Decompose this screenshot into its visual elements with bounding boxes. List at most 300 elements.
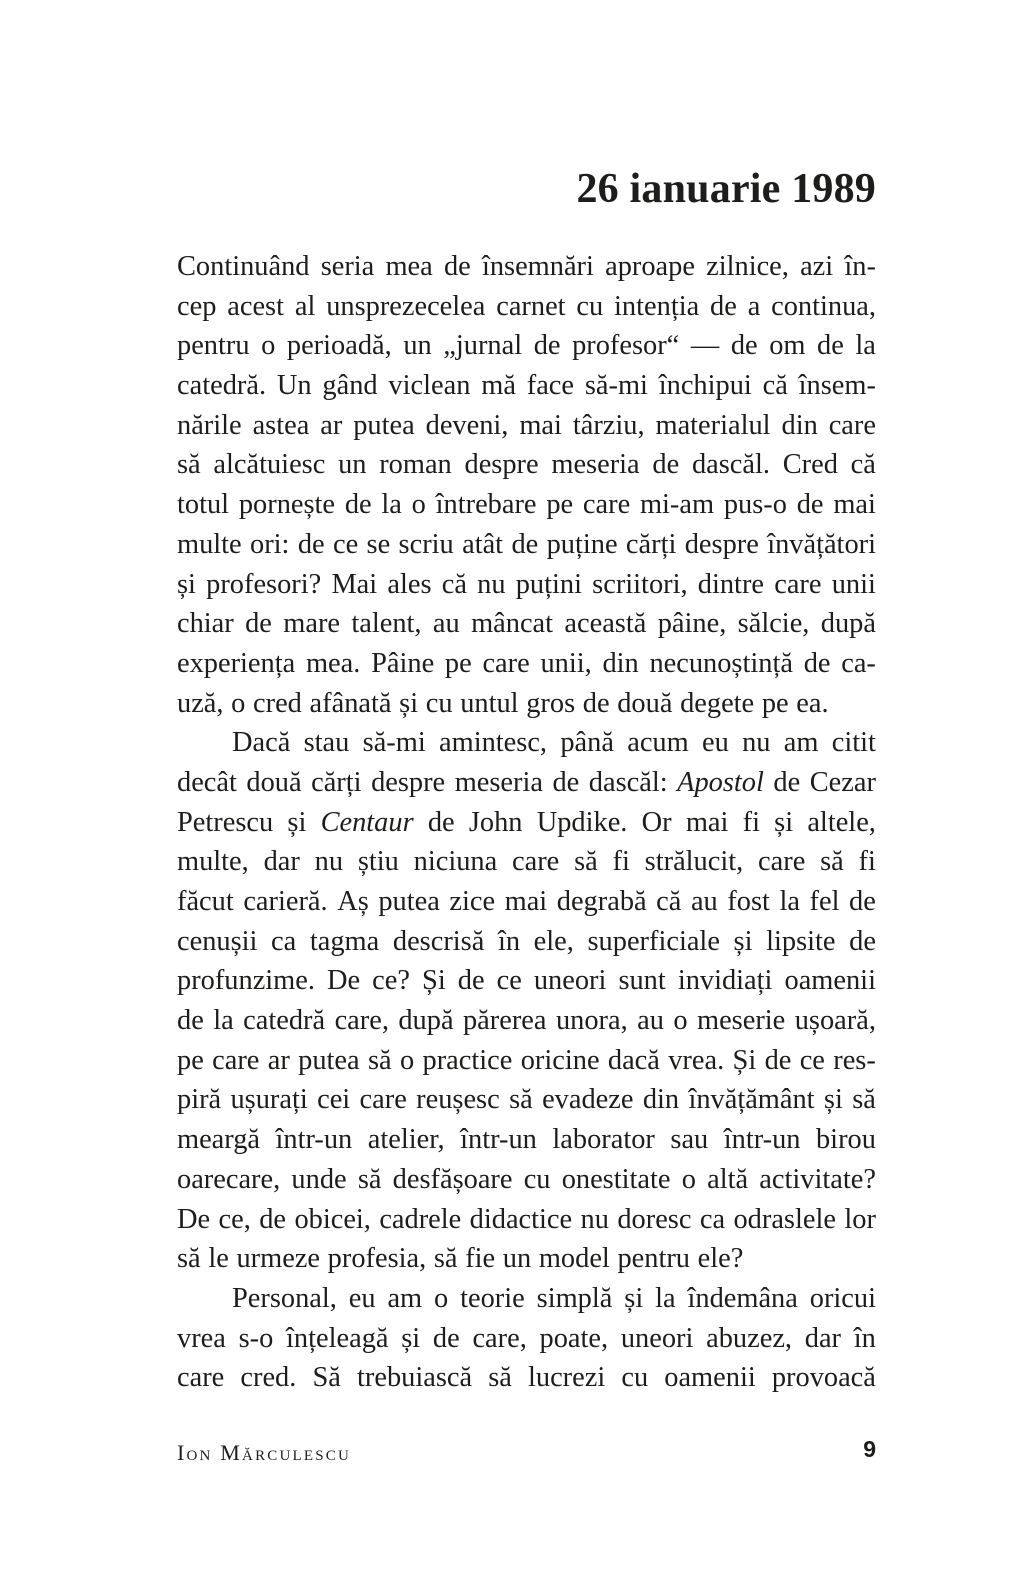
word: de — [259, 1203, 287, 1235]
word: să — [433, 1243, 458, 1275]
word: ce, — [218, 1203, 251, 1235]
word: sau — [670, 1124, 709, 1156]
word: Dacă — [232, 727, 291, 759]
word: Cred — [782, 449, 838, 481]
word: altele, — [807, 806, 876, 838]
word: strălucit, — [644, 846, 744, 878]
word: Or — [641, 806, 672, 838]
word: ar — [320, 409, 343, 441]
word: dascăl: — [588, 766, 668, 798]
word: face — [526, 370, 575, 402]
word: talent, — [351, 608, 422, 640]
word: sălcie, — [737, 608, 810, 640]
word: au — [432, 608, 460, 640]
paragraph — [177, 247, 876, 723]
word: puțini — [515, 568, 582, 600]
word: amintesc, — [439, 727, 548, 759]
word: să — [488, 1362, 512, 1394]
word: de — [652, 449, 680, 481]
text-line — [177, 684, 876, 724]
word: nările — [177, 409, 242, 441]
word: birou — [815, 1124, 876, 1156]
word: pentru — [617, 1243, 690, 1275]
word: și — [823, 1084, 843, 1116]
word: de — [849, 886, 876, 917]
text-line — [177, 565, 876, 605]
word: că — [762, 370, 788, 402]
word: fi — [742, 806, 760, 838]
text-line — [177, 366, 876, 406]
word: scriu — [398, 528, 454, 560]
text-line — [177, 247, 876, 287]
body-text — [177, 247, 876, 1398]
text-line — [177, 922, 876, 962]
word: însemnări — [481, 251, 594, 282]
word: ca — [271, 925, 297, 957]
word: superficiale — [587, 925, 720, 957]
word: de — [344, 489, 372, 521]
word: oarecare, — [177, 1163, 281, 1195]
word: că — [850, 449, 876, 481]
text-line — [177, 1239, 876, 1279]
word: cep — [177, 290, 217, 322]
word: ele? — [697, 1243, 744, 1275]
word: să — [509, 1084, 533, 1116]
word: meseria — [551, 449, 640, 481]
word: necunoștință — [649, 647, 793, 679]
text-line — [177, 1160, 876, 1200]
word: știu — [357, 846, 399, 878]
word: catedră — [243, 1005, 326, 1037]
word: la — [213, 1005, 234, 1037]
word: unii, — [540, 647, 592, 679]
word: cu — [621, 1362, 649, 1394]
word: se — [366, 528, 391, 560]
word: stau — [303, 727, 350, 759]
word: o — [261, 330, 276, 362]
word: acest — [227, 290, 284, 322]
word: fi — [612, 846, 630, 878]
word: două — [617, 687, 673, 719]
word: să — [177, 449, 201, 481]
word: închipui — [658, 370, 752, 402]
word: astea — [252, 409, 310, 441]
word: putea — [298, 1044, 360, 1076]
word: desfășoare — [392, 1163, 513, 1195]
paragraph — [177, 723, 876, 1279]
word: despre — [464, 449, 539, 481]
word: practice — [422, 1044, 513, 1076]
word: meserie — [697, 1005, 786, 1037]
word: seria — [320, 251, 375, 282]
word: pe — [761, 687, 789, 719]
word: model — [538, 1243, 610, 1275]
italic-word: Centaur — [320, 806, 414, 838]
word: scriitori, — [592, 568, 688, 600]
word: o — [399, 1044, 415, 1076]
word: într-un — [275, 1124, 353, 1156]
word: unde — [291, 1163, 347, 1195]
text-line — [177, 1319, 876, 1359]
text-line — [177, 1279, 876, 1319]
word: altă — [707, 1163, 749, 1195]
word: fel — [809, 886, 840, 917]
word: dar — [263, 846, 300, 878]
word: îndemâna — [687, 1282, 798, 1314]
word: pe — [546, 489, 574, 521]
word: să — [574, 846, 598, 878]
word: gros — [526, 687, 576, 719]
word: mai — [504, 886, 548, 917]
word: ca — [699, 1203, 726, 1235]
word: ca- — [841, 647, 876, 679]
word: evadeze — [542, 1084, 634, 1116]
word: am — [387, 1282, 423, 1314]
word: după — [398, 1005, 454, 1037]
word: urmeze — [236, 1243, 321, 1275]
word: care — [212, 1044, 260, 1076]
word: care — [177, 1362, 225, 1394]
word: cenușii — [177, 925, 258, 957]
paragraph — [177, 1279, 876, 1398]
word: de — [730, 330, 758, 362]
word: zice — [449, 886, 496, 917]
word: de — [796, 489, 824, 521]
word: eu — [348, 1282, 376, 1314]
word: Updike. — [536, 806, 628, 838]
word: reușesc — [416, 1084, 500, 1116]
word: catedră. — [177, 370, 267, 402]
word: deveni, — [425, 409, 509, 441]
word: de — [582, 687, 610, 719]
word: uneori — [620, 1322, 694, 1354]
word: perioadă, — [286, 330, 392, 362]
word: despre — [371, 766, 446, 798]
word: Cezar — [809, 766, 876, 798]
word: să — [177, 1243, 201, 1275]
word: în- — [844, 251, 876, 282]
word: oamenii — [664, 1362, 756, 1394]
word: teorie — [460, 1282, 525, 1314]
word: de — [427, 806, 455, 838]
word: să — [852, 1084, 876, 1116]
word: ușoară, — [794, 1005, 876, 1037]
word: abuzez, — [706, 1322, 793, 1354]
word: multe, — [177, 846, 249, 878]
word: care — [359, 1084, 407, 1116]
word: într-un — [460, 1124, 537, 1156]
word: obicei, — [294, 1203, 371, 1235]
word: mea — [385, 251, 433, 282]
word: înțeleagă — [286, 1322, 389, 1354]
word: să-mi — [362, 727, 426, 759]
word: Și — [422, 965, 446, 997]
word: un — [502, 1243, 532, 1275]
word: până — [560, 727, 614, 759]
word: de — [849, 925, 876, 957]
word: cred — [253, 687, 302, 719]
word: puține — [546, 528, 618, 560]
text-line — [177, 287, 876, 327]
word: mi-am — [639, 489, 715, 521]
word: fie — [465, 1243, 496, 1275]
word: atelier, — [367, 1124, 445, 1156]
word: fost — [727, 886, 770, 917]
word: eu — [702, 727, 729, 759]
word: și — [399, 687, 419, 719]
word: din — [781, 409, 818, 441]
word: trebuiască — [357, 1362, 473, 1394]
word: care — [758, 846, 806, 878]
word: de — [443, 251, 471, 282]
word: profesor“ — [572, 330, 680, 362]
word: unii — [831, 568, 876, 600]
word: o — [681, 1163, 696, 1195]
word: degrabă — [556, 886, 647, 917]
word: făcut — [177, 886, 234, 917]
word: Mai — [331, 568, 378, 600]
word: la — [381, 489, 402, 521]
word: de — [817, 330, 844, 362]
text-line — [177, 803, 876, 843]
word: aproape — [605, 251, 695, 282]
text-line — [177, 326, 876, 366]
word: — — [690, 330, 720, 362]
word: Pâine — [371, 647, 435, 679]
text-line — [177, 1001, 876, 1041]
word: citit — [831, 727, 876, 759]
word: o — [411, 489, 426, 521]
text-line — [177, 1200, 876, 1240]
italic-word: Apostol — [677, 766, 764, 798]
word: fi — [858, 846, 876, 878]
word: decât — [177, 766, 237, 798]
word: zilnice, — [706, 251, 789, 282]
word: o — [673, 1005, 688, 1037]
word: unora, — [555, 1005, 628, 1037]
word: putea — [353, 409, 415, 441]
word: al — [294, 290, 316, 322]
word: mai — [833, 489, 876, 521]
word: de — [803, 647, 831, 679]
word: alcătuiesc — [213, 449, 326, 481]
word: un — [338, 449, 367, 481]
word: tagma — [309, 925, 380, 957]
word: multe — [177, 528, 242, 560]
word: Și — [732, 1044, 757, 1076]
word: de — [245, 608, 272, 640]
word: afânată — [309, 687, 392, 719]
word: laborator — [552, 1124, 655, 1156]
word: nu — [742, 727, 771, 759]
word: de — [511, 528, 539, 560]
word: ce — [799, 1044, 825, 1076]
word: oamenii — [784, 965, 876, 997]
word: continua, — [771, 290, 876, 322]
word: nu — [477, 568, 506, 600]
word: provoacă — [771, 1362, 876, 1394]
word: Să — [312, 1362, 341, 1394]
word: De — [177, 1203, 211, 1235]
word: niciuna — [413, 846, 498, 878]
word: totul — [177, 489, 230, 521]
text-line — [177, 723, 876, 763]
word: mare — [283, 608, 341, 640]
word: să-mi — [584, 370, 648, 402]
word: meseria — [454, 766, 543, 798]
word: s-o — [238, 1322, 274, 1354]
word: au — [690, 886, 718, 917]
word: care — [482, 647, 530, 679]
word: ele, — [533, 925, 574, 957]
word: cărți — [625, 528, 677, 560]
word: au — [637, 1005, 664, 1037]
text-line — [177, 644, 876, 684]
word: de — [297, 528, 325, 560]
word: să — [820, 846, 844, 878]
word: uneori — [533, 965, 607, 997]
word: Un — [276, 370, 312, 402]
word: pentru — [177, 330, 250, 362]
word: John — [468, 806, 523, 838]
word: după — [820, 608, 876, 640]
word: care, — [472, 1322, 527, 1354]
text-line — [177, 961, 876, 1001]
word: mă — [481, 370, 516, 402]
word: această — [564, 608, 647, 640]
word: viclean — [388, 370, 471, 402]
word: un — [403, 330, 432, 362]
word: lor — [844, 1203, 876, 1235]
word: vrea — [177, 1322, 226, 1354]
word: om — [769, 330, 806, 362]
word: sunt — [618, 965, 666, 997]
word: materialul — [655, 409, 771, 441]
text-line — [177, 1080, 876, 1120]
word: învățători — [767, 528, 876, 560]
word: de — [457, 965, 485, 997]
word: pâine, — [657, 608, 727, 640]
word: azi — [800, 251, 834, 282]
word: și — [401, 1322, 421, 1354]
text-line — [177, 525, 876, 565]
word: De — [327, 965, 361, 997]
word: în — [497, 925, 521, 957]
word: experiența — [177, 647, 296, 679]
word: res- — [833, 1044, 876, 1076]
word: vrea. — [668, 1044, 725, 1076]
word: ce — [332, 528, 359, 560]
word: dacă — [607, 1044, 660, 1076]
word: uză, — [177, 687, 224, 719]
word: profunzime. — [177, 965, 315, 997]
word: intenția — [614, 290, 700, 322]
word: dascăl. — [691, 449, 770, 481]
word: pe — [444, 647, 472, 679]
word: ales — [387, 568, 432, 600]
word: că — [656, 886, 682, 917]
word: Petrescu — [177, 806, 274, 838]
word: o — [434, 1282, 449, 1314]
word: Continuând — [177, 251, 310, 282]
word: mea. — [305, 647, 361, 679]
word: oricine — [520, 1044, 600, 1076]
word: de — [710, 290, 737, 322]
word: și — [624, 1282, 644, 1314]
word: poate, — [539, 1322, 609, 1354]
word: profesia, — [327, 1243, 427, 1275]
word: a — [747, 290, 761, 322]
word: mâncat — [471, 608, 554, 640]
word: că — [441, 568, 467, 600]
text-line — [177, 1358, 876, 1398]
word: putea — [378, 886, 440, 917]
word: să — [357, 1163, 382, 1195]
text-line — [177, 445, 876, 485]
word: pus-o — [723, 489, 787, 521]
word: Personal, — [232, 1282, 337, 1314]
word: de — [764, 1044, 792, 1076]
word: doresc — [617, 1203, 692, 1235]
word: târziu, — [572, 409, 645, 441]
word: părerea — [462, 1005, 547, 1037]
page-number: 9 — [863, 1436, 876, 1462]
text-line — [177, 763, 876, 803]
word: mai — [685, 806, 729, 838]
word: roman — [379, 449, 452, 481]
word: care, — [334, 1005, 389, 1037]
word: am — [783, 727, 819, 759]
word: o — [231, 687, 246, 719]
word: și — [774, 806, 794, 838]
word: activitate? — [759, 1163, 876, 1195]
word: pe — [177, 1044, 204, 1076]
word: la — [655, 1282, 676, 1314]
word: acum — [627, 727, 689, 759]
word: din — [602, 647, 639, 679]
word: carnet — [496, 290, 566, 322]
word: piră — [177, 1084, 222, 1116]
word: onestitate — [561, 1163, 671, 1195]
word: oricui — [809, 1282, 876, 1314]
word: atât — [462, 528, 504, 560]
word: care — [512, 846, 560, 878]
word: dintre — [697, 568, 765, 600]
text-line — [177, 1041, 876, 1081]
word: să — [367, 1044, 392, 1076]
word: de — [533, 330, 561, 362]
word: care — [774, 568, 822, 600]
word: cei — [317, 1084, 351, 1116]
word: de — [432, 1322, 460, 1354]
word: invidiați — [677, 965, 773, 997]
word: cu — [576, 290, 604, 322]
word: ori: — [250, 528, 290, 560]
word: ușurați — [230, 1084, 308, 1116]
word: întrebare — [435, 489, 537, 521]
word: cadrele — [379, 1203, 462, 1235]
word: didactice — [469, 1203, 573, 1235]
word: însem- — [798, 370, 876, 402]
word: două — [246, 766, 302, 798]
word: le — [208, 1243, 229, 1275]
word: meargă — [177, 1124, 261, 1156]
word: ar — [267, 1044, 290, 1076]
word: și — [733, 925, 753, 957]
word: învățământ — [688, 1084, 815, 1116]
word: pornește — [238, 489, 336, 521]
word: din — [642, 1084, 680, 1116]
